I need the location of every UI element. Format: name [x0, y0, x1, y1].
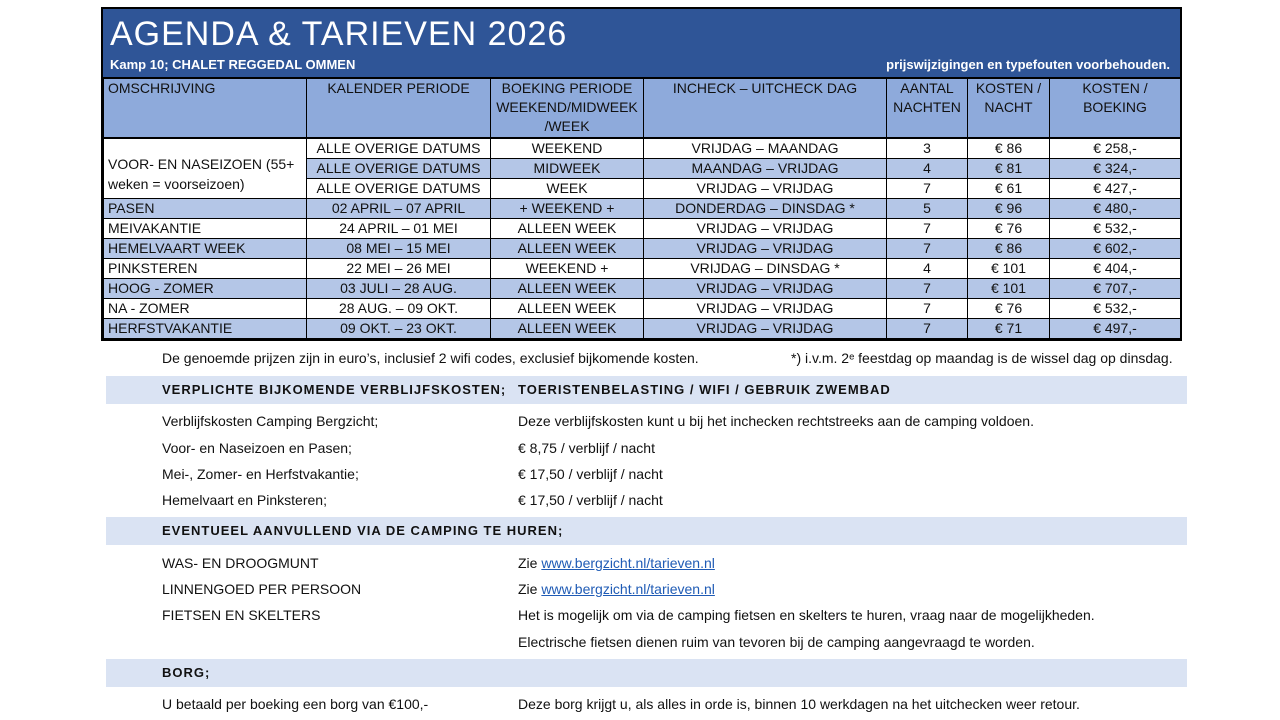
description-cell: PINKSTEREN	[104, 259, 307, 279]
booking-cell: WEEK	[491, 179, 644, 199]
per-booking-cell: € 602,-	[1050, 239, 1181, 259]
nights-cell: 5	[887, 199, 968, 219]
column-header: INCHECK – UITCHECK DAG	[644, 79, 887, 139]
cost-value: € 17,50 / verblijf / nacht	[518, 492, 663, 508]
per-booking-cell: € 258,-	[1050, 138, 1181, 159]
rent-prefix: Zie	[518, 555, 538, 571]
checkin-cell: VRIJDAG – VRIJDAG	[644, 279, 887, 299]
nights-cell: 4	[887, 159, 968, 179]
description-cell: HERFSTVAKANTIE	[104, 319, 307, 339]
section-heading-costs	[106, 376, 1187, 404]
column-header: AANTAL NACHTEN	[887, 79, 968, 139]
nights-cell: 7	[887, 179, 968, 199]
per-night-cell: € 61	[968, 179, 1050, 199]
booking-cell: + WEEKEND +	[491, 199, 644, 219]
table-row	[104, 319, 1181, 339]
column-header: KOSTEN / BOEKING	[1050, 79, 1181, 139]
tariff-link[interactable]: www.bergzicht.nl/tarieven.nl	[541, 555, 715, 571]
table-row	[104, 138, 1181, 159]
per-booking-cell: € 497,-	[1050, 319, 1181, 339]
description-cell: HOOG - ZOMER	[104, 279, 307, 299]
per-night-cell: € 81	[968, 159, 1050, 179]
cost-label: Verblijfskosten Camping Bergzicht;	[162, 413, 379, 429]
per-booking-cell: € 707,-	[1050, 279, 1181, 299]
rent-label: WAS- EN DROOGMUNT	[162, 555, 319, 571]
preseason-label: VOOR- EN NASEIZOEN (55+ weken = voorseizoen)	[104, 138, 307, 199]
checkin-cell: VRIJDAG – VRIJDAG	[644, 319, 887, 339]
description-cell: NA - ZOMER	[104, 299, 307, 319]
table-row	[104, 239, 1181, 259]
per-night-cell: € 96	[968, 199, 1050, 219]
per-booking-cell: € 427,-	[1050, 179, 1181, 199]
nights-cell: 7	[887, 299, 968, 319]
calendar-cell: 22 MEI – 26 MEI	[307, 259, 491, 279]
checkin-cell: VRIJDAG – DINSDAG *	[644, 259, 887, 279]
checkin-cell: VRIJDAG – VRIJDAG	[644, 299, 887, 319]
checkin-cell: DONDERDAG – DINSDAG *	[644, 199, 887, 219]
rent-label: LINNENGOED PER PERSOON	[162, 581, 362, 597]
page-title: AGENDA & TARIEVEN 2026	[110, 15, 568, 53]
table-header-row	[104, 79, 1181, 139]
booking-cell: ALLEEN WEEK	[491, 279, 644, 299]
cost-value: € 8,75 / verblijf / nacht	[518, 440, 655, 456]
booking-cell: ALLEEN WEEK	[491, 219, 644, 239]
description-cell: MEIVAKANTIE	[104, 219, 307, 239]
column-header: OMSCHRIJVING	[104, 79, 307, 139]
deposit-value: Deze borg krijgt u, als alles in orde is, binnen 10 werkdagen na het uitchecken weer retour.	[518, 696, 1080, 712]
per-booking-cell: € 480,-	[1050, 199, 1181, 219]
rent-value	[518, 581, 715, 597]
calendar-cell: ALLE OVERIGE DATUMS	[307, 138, 491, 159]
booking-cell: ALLEEN WEEK	[491, 299, 644, 319]
table-row	[104, 219, 1181, 239]
checkin-cell: VRIJDAG – VRIJDAG	[644, 219, 887, 239]
cost-value: € 17,50 / verblijf / nacht	[518, 466, 663, 482]
table-row	[104, 199, 1181, 219]
nights-cell: 7	[887, 219, 968, 239]
per-night-cell: € 86	[968, 239, 1050, 259]
cost-label: Voor- en Naseizoen en Pasen;	[162, 440, 352, 456]
column-header: KALENDER PERIODE	[307, 79, 491, 139]
calendar-cell: 09 OKT. – 23 OKT.	[307, 319, 491, 339]
section-heading-label: BORG;	[162, 665, 211, 680]
nights-cell: 3	[887, 138, 968, 159]
table-row	[104, 279, 1181, 299]
calendar-cell: ALLE OVERIGE DATUMS	[307, 179, 491, 199]
rent-label: FIETSEN EN SKELTERS	[162, 607, 321, 623]
per-night-cell: € 71	[968, 319, 1050, 339]
section-heading-deposit	[106, 659, 1187, 687]
deposit-label: U betaald per boeking een borg van €100,-	[162, 696, 429, 712]
tariff-link[interactable]: www.bergzicht.nl/tarieven.nl	[541, 581, 715, 597]
per-booking-cell: € 324,-	[1050, 159, 1181, 179]
title-banner	[103, 9, 1180, 78]
checkin-cell: VRIJDAG – MAANDAG	[644, 138, 887, 159]
section-heading-label: VERPLICHTE BIJKOMENDE VERBLIJFSKOSTEN;	[162, 382, 507, 397]
calendar-cell: 28 AUG. – 09 OKT.	[307, 299, 491, 319]
per-night-cell: € 101	[968, 279, 1050, 299]
table-row	[104, 299, 1181, 319]
nights-cell: 7	[887, 239, 968, 259]
location-subtitle: Kamp 10; CHALET REGGEDAL OMMEN	[110, 57, 356, 72]
booking-cell: WEEKEND +	[491, 259, 644, 279]
per-night-cell: € 101	[968, 259, 1050, 279]
calendar-cell: 08 MEI – 15 MEI	[307, 239, 491, 259]
disclaimer-note: prijswijzigingen en typefouten voorbehouden.	[886, 57, 1170, 72]
nights-cell: 4	[887, 259, 968, 279]
cost-label: Mei-, Zomer- en Herfstvakantie;	[162, 466, 359, 482]
rates-sheet	[101, 7, 1182, 341]
calendar-cell: 03 JULI – 28 AUG.	[307, 279, 491, 299]
nights-cell: 7	[887, 279, 968, 299]
calendar-cell: ALLE OVERIGE DATUMS	[307, 159, 491, 179]
prices-note: De genoemde prijzen zijn in euro’s, inclusief 2 wifi codes, exclusief bijkomende kosten.	[162, 350, 699, 366]
rent-value: Het is mogelijk om via de camping fietsen en skelters te huren, vraag naar de mogelijkheden.	[518, 607, 1095, 623]
section-heading-rent	[106, 517, 1187, 545]
rent-value-extra: Electrische fietsen dienen ruim van tevoren bij de camping aangevraagd te worden.	[518, 634, 1035, 650]
per-booking-cell: € 532,-	[1050, 219, 1181, 239]
column-header: BOEKING PERIODE WEEKEND/MIDWEEK /WEEK	[491, 79, 644, 139]
rates-table	[103, 78, 1181, 339]
per-booking-cell: € 404,-	[1050, 259, 1181, 279]
per-night-cell: € 86	[968, 138, 1050, 159]
checkin-cell: VRIJDAG – VRIJDAG	[644, 239, 887, 259]
holiday-note: *) i.v.m. 2ᵉ feestdag op maandag is de wissel dag op dinsdag.	[791, 350, 1173, 366]
section-heading-label: EVENTUEEL AANVULLEND VIA DE CAMPING TE HUREN;	[162, 523, 564, 538]
per-booking-cell: € 532,-	[1050, 299, 1181, 319]
description-cell: HEMELVAART WEEK	[104, 239, 307, 259]
booking-cell: MIDWEEK	[491, 159, 644, 179]
column-header: KOSTEN / NACHT	[968, 79, 1050, 139]
checkin-cell: VRIJDAG – VRIJDAG	[644, 179, 887, 199]
description-cell: PASEN	[104, 199, 307, 219]
per-night-cell: € 76	[968, 219, 1050, 239]
calendar-cell: 24 APRIL – 01 MEI	[307, 219, 491, 239]
booking-cell: ALLEEN WEEK	[491, 319, 644, 339]
checkin-cell: MAANDAG – VRIJDAG	[644, 159, 887, 179]
cost-label: Hemelvaart en Pinksteren;	[162, 492, 327, 508]
calendar-cell: 02 APRIL – 07 APRIL	[307, 199, 491, 219]
nights-cell: 7	[887, 319, 968, 339]
table-row	[104, 259, 1181, 279]
booking-cell: ALLEEN WEEK	[491, 239, 644, 259]
booking-cell: WEEKEND	[491, 138, 644, 159]
per-night-cell: € 76	[968, 299, 1050, 319]
rent-prefix: Zie	[518, 581, 538, 597]
rent-value	[518, 555, 715, 571]
section-heading-right: TOERISTENBELASTING / WIFI / GEBRUIK ZWEMBAD	[518, 382, 891, 397]
cost-value: Deze verblijfskosten kunt u bij het inchecken rechtstreeks aan de camping voldoen.	[518, 413, 1034, 429]
